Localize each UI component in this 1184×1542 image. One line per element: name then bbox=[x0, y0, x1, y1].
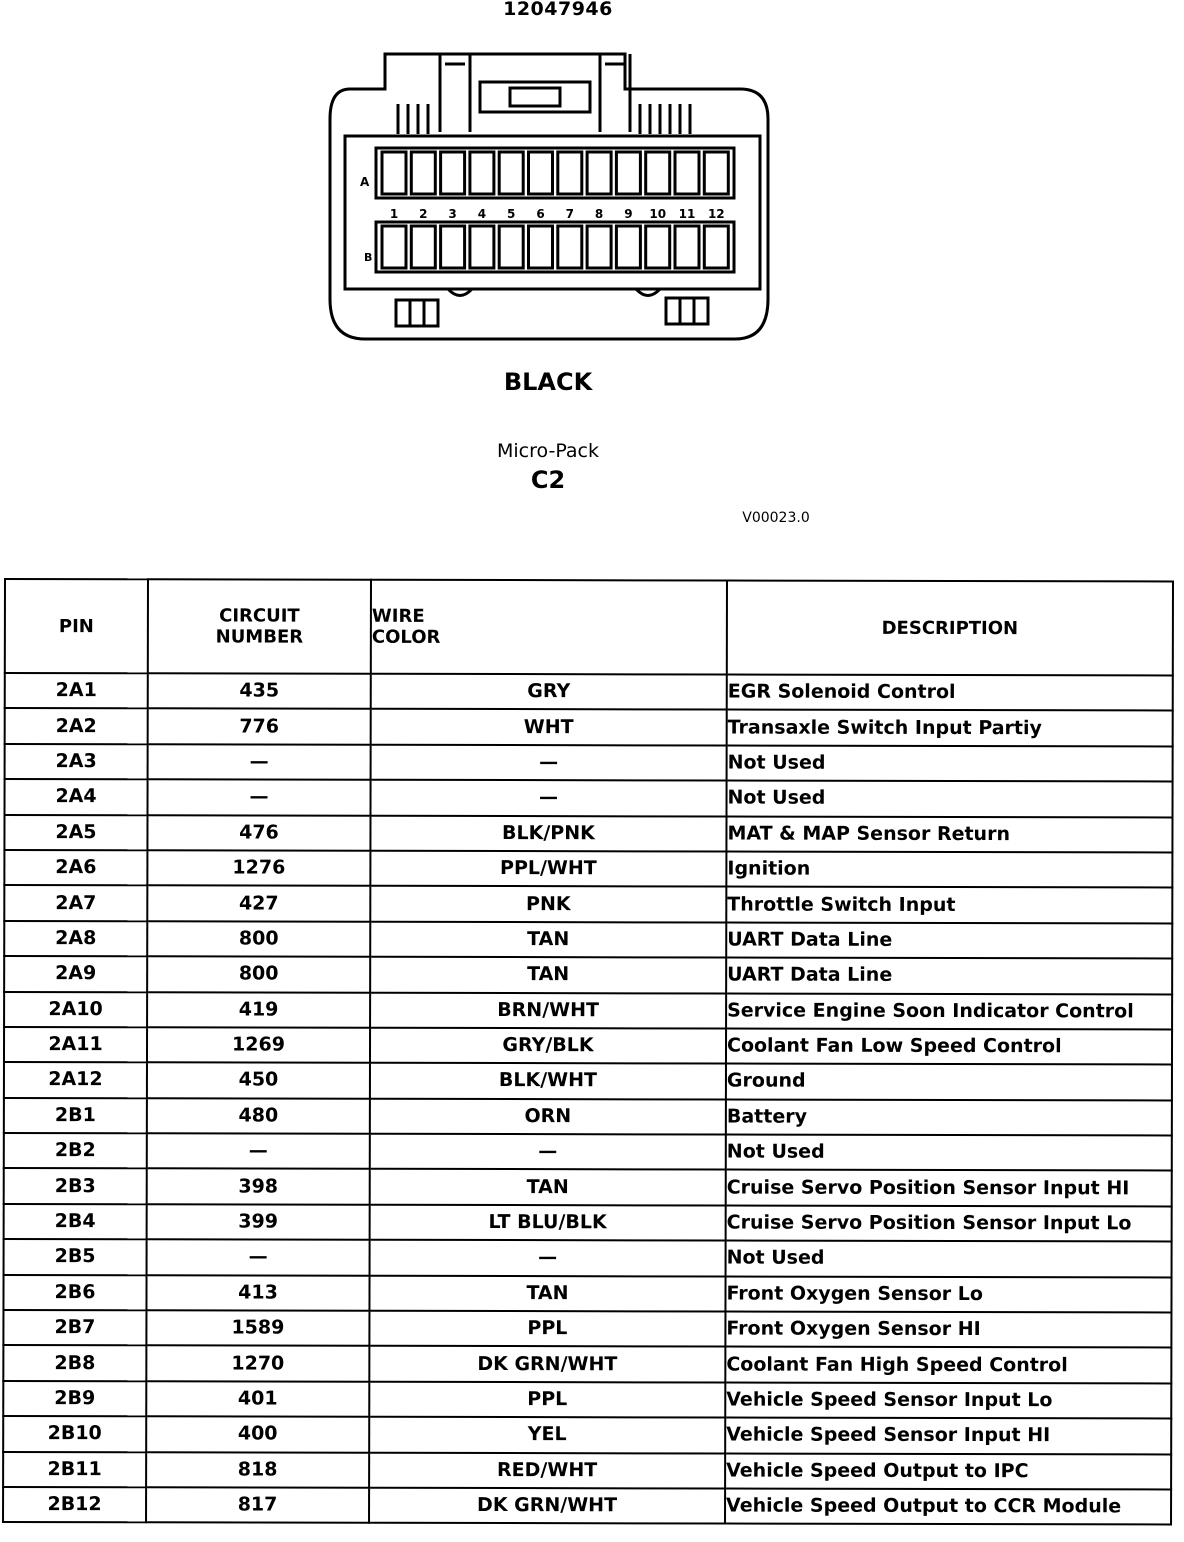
description-cell: Battery bbox=[726, 1099, 1172, 1135]
circuit-number-cell: 413 bbox=[146, 1275, 369, 1311]
row-a-cavity bbox=[529, 152, 553, 194]
description-cell: UART Data Line bbox=[726, 922, 1172, 958]
table-row bbox=[3, 1487, 1171, 1525]
pin-cell: 2B7 bbox=[3, 1310, 146, 1346]
row-b-cavity bbox=[529, 226, 553, 268]
table-row bbox=[3, 1345, 1171, 1383]
pin-number-label: 11 bbox=[678, 207, 696, 221]
wire-color-cell: PPL bbox=[369, 1311, 725, 1347]
row-a-cavity bbox=[558, 152, 582, 194]
pin-cell: 2B9 bbox=[3, 1381, 146, 1417]
row-a-cavity bbox=[616, 152, 640, 194]
description-cell: Throttle Switch Input bbox=[726, 887, 1172, 923]
row-a-cavity bbox=[704, 152, 728, 194]
circuit-number-cell: 399 bbox=[147, 1204, 370, 1240]
wire-color-cell: PNK bbox=[370, 886, 726, 922]
description-cell: Ignition bbox=[726, 851, 1172, 887]
header-wire-color bbox=[371, 580, 727, 675]
pin-cell: 2A6 bbox=[4, 850, 147, 886]
table-row bbox=[4, 1239, 1172, 1277]
wire-color-cell: BRN/WHT bbox=[370, 992, 726, 1028]
row-b-cavity bbox=[499, 226, 523, 268]
description-cell: UART Data Line bbox=[726, 958, 1172, 994]
description-cell: Vehicle Speed Sensor Input HI bbox=[725, 1418, 1171, 1454]
row-b-label: B bbox=[364, 251, 373, 264]
row-b-cavity bbox=[558, 226, 582, 268]
pin-cell: 2A3 bbox=[5, 744, 148, 780]
description-cell: Not Used bbox=[726, 1241, 1172, 1277]
pin-number-label: 4 bbox=[477, 207, 487, 221]
pin-number-label: 12 bbox=[707, 207, 725, 221]
connector-diagram bbox=[320, 44, 780, 354]
pinout-table bbox=[2, 578, 1174, 1526]
wire-color-cell: TAN bbox=[370, 957, 726, 993]
pin-number-label: 8 bbox=[594, 207, 604, 221]
pin-cell: 2A9 bbox=[4, 956, 147, 992]
wire-color-cell: DK GRN/WHT bbox=[369, 1488, 725, 1524]
connector-color: BLACK bbox=[503, 368, 593, 396]
table-row bbox=[4, 1133, 1172, 1171]
row-b-cavity bbox=[411, 226, 435, 268]
circuit-number-cell: — bbox=[147, 1133, 370, 1169]
header-circuit-number bbox=[148, 579, 371, 673]
row-b-cavity bbox=[441, 226, 465, 268]
circuit-number-cell: 398 bbox=[147, 1169, 370, 1205]
row-a-cavity bbox=[441, 152, 465, 194]
table-row bbox=[4, 885, 1172, 923]
row-a-cavity bbox=[587, 152, 611, 194]
wire-color-cell: — bbox=[370, 1134, 726, 1170]
table-row bbox=[4, 1062, 1172, 1100]
pin-number-label: 9 bbox=[624, 207, 633, 221]
circuit-number-cell: 401 bbox=[146, 1381, 369, 1417]
table-row bbox=[3, 1452, 1171, 1490]
circuit-number-cell: 450 bbox=[147, 1063, 370, 1099]
row-b-cavity bbox=[616, 226, 640, 268]
circuit-number-cell: 1270 bbox=[146, 1346, 369, 1382]
circuit-number-cell: 800 bbox=[147, 956, 370, 992]
pin-cell: 2B1 bbox=[4, 1098, 147, 1134]
table-row bbox=[5, 779, 1173, 817]
pin-number-label: 7 bbox=[565, 207, 574, 221]
table-row bbox=[4, 1098, 1172, 1136]
row-a-label: A bbox=[360, 175, 370, 189]
circuit-number-cell: 476 bbox=[147, 815, 370, 851]
pin-cell: 2A5 bbox=[4, 815, 147, 851]
wire-color-cell: BLK/PNK bbox=[370, 815, 726, 851]
description-cell: Front Oxygen Sensor HI bbox=[725, 1312, 1171, 1348]
pin-number-label: 1 bbox=[389, 207, 399, 221]
circuit-number-cell: 818 bbox=[146, 1452, 369, 1488]
table-row bbox=[5, 708, 1173, 746]
circuit-number-cell: 1276 bbox=[147, 850, 370, 886]
pin-number-label: 2 bbox=[419, 207, 428, 221]
description-cell: MAT & MAP Sensor Return bbox=[726, 816, 1172, 852]
header-wire-line2: COLOR bbox=[371, 626, 441, 648]
row-b-cavity bbox=[646, 226, 670, 268]
header-circuit-line2: NUMBER bbox=[215, 626, 304, 648]
pin-cell: 2B11 bbox=[3, 1452, 146, 1488]
pin-cell: 2B5 bbox=[4, 1239, 147, 1275]
description-cell: Not Used bbox=[726, 1135, 1172, 1171]
wire-color-cell: — bbox=[371, 780, 727, 816]
circuit-number-cell: — bbox=[148, 779, 371, 815]
pin-number-label: 5 bbox=[507, 207, 516, 221]
description-cell: Front Oxygen Sensor Lo bbox=[725, 1276, 1171, 1312]
row-a-cavity bbox=[646, 152, 670, 194]
row-a-cavity bbox=[675, 152, 699, 194]
table-row bbox=[4, 1204, 1172, 1242]
circuit-number-cell: 419 bbox=[147, 992, 370, 1028]
circuit-number-cell: 400 bbox=[146, 1417, 369, 1453]
pin-cell: 2A12 bbox=[4, 1062, 147, 1098]
wire-color-cell: TAN bbox=[370, 1169, 726, 1205]
description-cell: Vehicle Speed Sensor Input Lo bbox=[725, 1382, 1171, 1418]
description-cell: Cruise Servo Position Sensor Input Lo bbox=[726, 1205, 1172, 1241]
circuit-number-cell: — bbox=[148, 744, 371, 780]
pin-cell: 2A2 bbox=[5, 708, 148, 744]
pin-cell: 2B2 bbox=[4, 1133, 147, 1169]
table-row bbox=[4, 850, 1172, 888]
header-description: DESCRIPTION bbox=[727, 581, 1173, 676]
table-row bbox=[3, 1381, 1171, 1419]
wire-color-cell: DK GRN/WHT bbox=[369, 1346, 725, 1382]
table-row bbox=[4, 992, 1172, 1030]
description-cell: Coolant Fan High Speed Control bbox=[725, 1347, 1171, 1383]
pin-cell: 2A4 bbox=[5, 779, 148, 815]
pin-cell: 2B3 bbox=[4, 1168, 147, 1204]
pin-cell: 2A1 bbox=[5, 673, 148, 709]
description-cell: Not Used bbox=[727, 781, 1173, 817]
circuit-number-cell: 1589 bbox=[146, 1310, 369, 1346]
circuit-number-cell: 435 bbox=[148, 673, 371, 709]
row-b-cavity bbox=[587, 226, 611, 268]
header-pin: PIN bbox=[5, 579, 148, 673]
pin-cell: 2B6 bbox=[3, 1275, 146, 1311]
description-cell: Vehicle Speed Output to IPC bbox=[725, 1453, 1171, 1489]
row-b-cavity bbox=[470, 226, 494, 268]
circuit-number-cell: 480 bbox=[147, 1098, 370, 1134]
pin-number-label: 3 bbox=[448, 207, 457, 221]
wire-color-cell: RED/WHT bbox=[369, 1452, 725, 1488]
wire-color-cell: WHT bbox=[371, 709, 727, 745]
circuit-number-cell: — bbox=[147, 1240, 370, 1276]
row-b-cavity bbox=[382, 226, 406, 268]
pin-cell: 2B12 bbox=[3, 1487, 146, 1523]
table-row bbox=[4, 1168, 1172, 1206]
description-cell: Cruise Servo Position Sensor Input HI bbox=[726, 1170, 1172, 1206]
part-number: 12047946 bbox=[503, 0, 613, 20]
connector-id: C2 bbox=[530, 466, 566, 494]
circuit-number-cell: 1269 bbox=[147, 1027, 370, 1063]
row-b-cavity bbox=[675, 226, 699, 268]
pin-number-label: 6 bbox=[536, 207, 545, 221]
description-cell: Not Used bbox=[727, 745, 1173, 781]
table-row bbox=[4, 956, 1172, 994]
row-a-cavity bbox=[411, 152, 435, 194]
circuit-number-cell: 776 bbox=[148, 709, 371, 745]
header-circuit-line1: CIRCUIT bbox=[219, 605, 300, 627]
pin-cell: 2B8 bbox=[3, 1345, 146, 1381]
pin-number-label: 10 bbox=[649, 207, 667, 221]
description-cell: Ground bbox=[726, 1064, 1172, 1100]
wire-color-cell: TAN bbox=[369, 1275, 725, 1311]
wire-color-cell: — bbox=[370, 1240, 726, 1276]
wire-color-cell: YEL bbox=[369, 1417, 725, 1453]
table-row bbox=[4, 921, 1172, 959]
circuit-number-cell: 817 bbox=[146, 1487, 369, 1523]
table-header-row bbox=[5, 579, 1173, 675]
table-row bbox=[3, 1275, 1171, 1313]
wire-color-cell: GRY/BLK bbox=[370, 1028, 726, 1064]
figure-reference: V00023.0 bbox=[742, 510, 810, 526]
wire-color-cell: — bbox=[371, 745, 727, 781]
pin-cell: 2B4 bbox=[4, 1204, 147, 1240]
table-row bbox=[5, 744, 1173, 782]
wire-color-cell: TAN bbox=[370, 922, 726, 958]
pin-cell: 2A8 bbox=[4, 921, 147, 957]
circuit-number-cell: 427 bbox=[147, 886, 370, 922]
row-a-cavity bbox=[499, 152, 523, 194]
header-wire-line1: WIRE bbox=[371, 605, 425, 627]
description-cell: Coolant Fan Low Speed Control bbox=[726, 1028, 1172, 1064]
description-cell: Transaxle Switch Input Partiy bbox=[727, 710, 1173, 746]
table-row bbox=[3, 1310, 1171, 1348]
description-cell: Vehicle Speed Output to CCR Module bbox=[725, 1488, 1171, 1524]
table-row bbox=[3, 1416, 1171, 1454]
row-b-cavity bbox=[704, 226, 728, 268]
description-cell: Service Engine Soon Indicator Control bbox=[726, 993, 1172, 1029]
table-row bbox=[4, 1027, 1172, 1065]
wire-color-cell: PPL bbox=[369, 1382, 725, 1418]
connector-type: Micro-Pack bbox=[496, 440, 600, 462]
pin-cell: 2A10 bbox=[4, 992, 147, 1028]
wire-color-cell: ORN bbox=[370, 1098, 726, 1134]
table-row bbox=[5, 673, 1173, 711]
table-row bbox=[4, 815, 1172, 853]
row-a-cavity bbox=[382, 152, 406, 194]
wire-color-cell: PPL/WHT bbox=[370, 851, 726, 887]
pin-cell: 2B10 bbox=[3, 1416, 146, 1452]
row-a-cavity bbox=[470, 152, 494, 194]
circuit-number-cell: 800 bbox=[147, 921, 370, 957]
pin-cell: 2A7 bbox=[4, 885, 147, 921]
description-cell: EGR Solenoid Control bbox=[727, 675, 1173, 711]
pin-cell: 2A11 bbox=[4, 1027, 147, 1063]
wire-color-cell: GRY bbox=[371, 674, 727, 710]
wire-color-cell: BLK/WHT bbox=[370, 1063, 726, 1099]
wire-color-cell: LT BLU/BLK bbox=[370, 1205, 726, 1241]
